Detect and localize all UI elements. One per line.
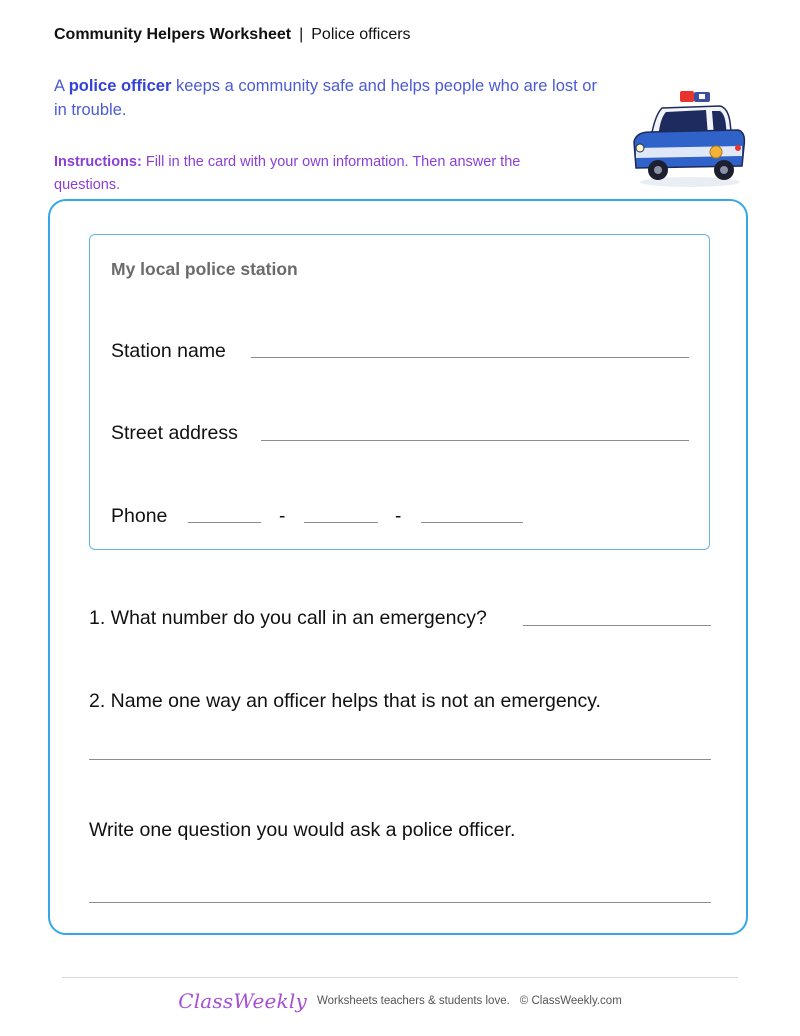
footer-divider: [62, 977, 738, 978]
station-name-line[interactable]: [251, 357, 689, 358]
brand-logo: ClassWeekly: [178, 989, 307, 1013]
footer-tagline: Worksheets teachers & students love.: [316, 995, 510, 1007]
question-2: 2. Name one way an officer helps that is not an emergency.: [89, 690, 601, 712]
header-separator: |: [299, 26, 304, 43]
intro-prefix: A: [54, 77, 69, 95]
intro-text: [54, 74, 614, 122]
question-2-answer-line[interactable]: [89, 759, 711, 760]
footer: [0, 989, 800, 1013]
intro-rest: keeps a community safe and helps people who are lost or in trouble.: [54, 77, 597, 119]
footer-copyright: © ClassWeekly.com: [519, 995, 622, 1007]
phone-area-line[interactable]: [188, 522, 261, 523]
police-car-icon: [628, 86, 748, 190]
worksheet-header: [54, 26, 411, 44]
question-1-answer-line[interactable]: [523, 625, 711, 626]
police-station-card: [89, 234, 710, 550]
instructions-text: Fill in the card with your own information. Then answer the questions.: [54, 154, 521, 193]
instructions-label: Instructions:: [54, 154, 142, 170]
question-3: Write one question you would ask a police officer.: [89, 819, 516, 841]
worksheet-series: Community Helpers Worksheet: [54, 26, 292, 43]
question-1: 1. What number do you call in an emergency?: [89, 607, 487, 629]
phone-dash: -: [279, 506, 286, 527]
instructions: [54, 151, 574, 197]
phone-dash: -: [395, 506, 402, 527]
question-3-answer-line[interactable]: [89, 902, 711, 903]
card-title: My local police station: [111, 259, 298, 279]
intro-term: police officer: [68, 77, 172, 95]
phone-label: Phone: [111, 505, 168, 527]
phone-prefix-line[interactable]: [304, 522, 378, 523]
phone-line-number-line[interactable]: [421, 522, 523, 523]
worksheet-topic: Police officers: [311, 26, 411, 43]
street-address-label: Street address: [111, 422, 238, 444]
station-name-label: Station name: [111, 340, 226, 362]
street-address-line[interactable]: [261, 440, 689, 441]
